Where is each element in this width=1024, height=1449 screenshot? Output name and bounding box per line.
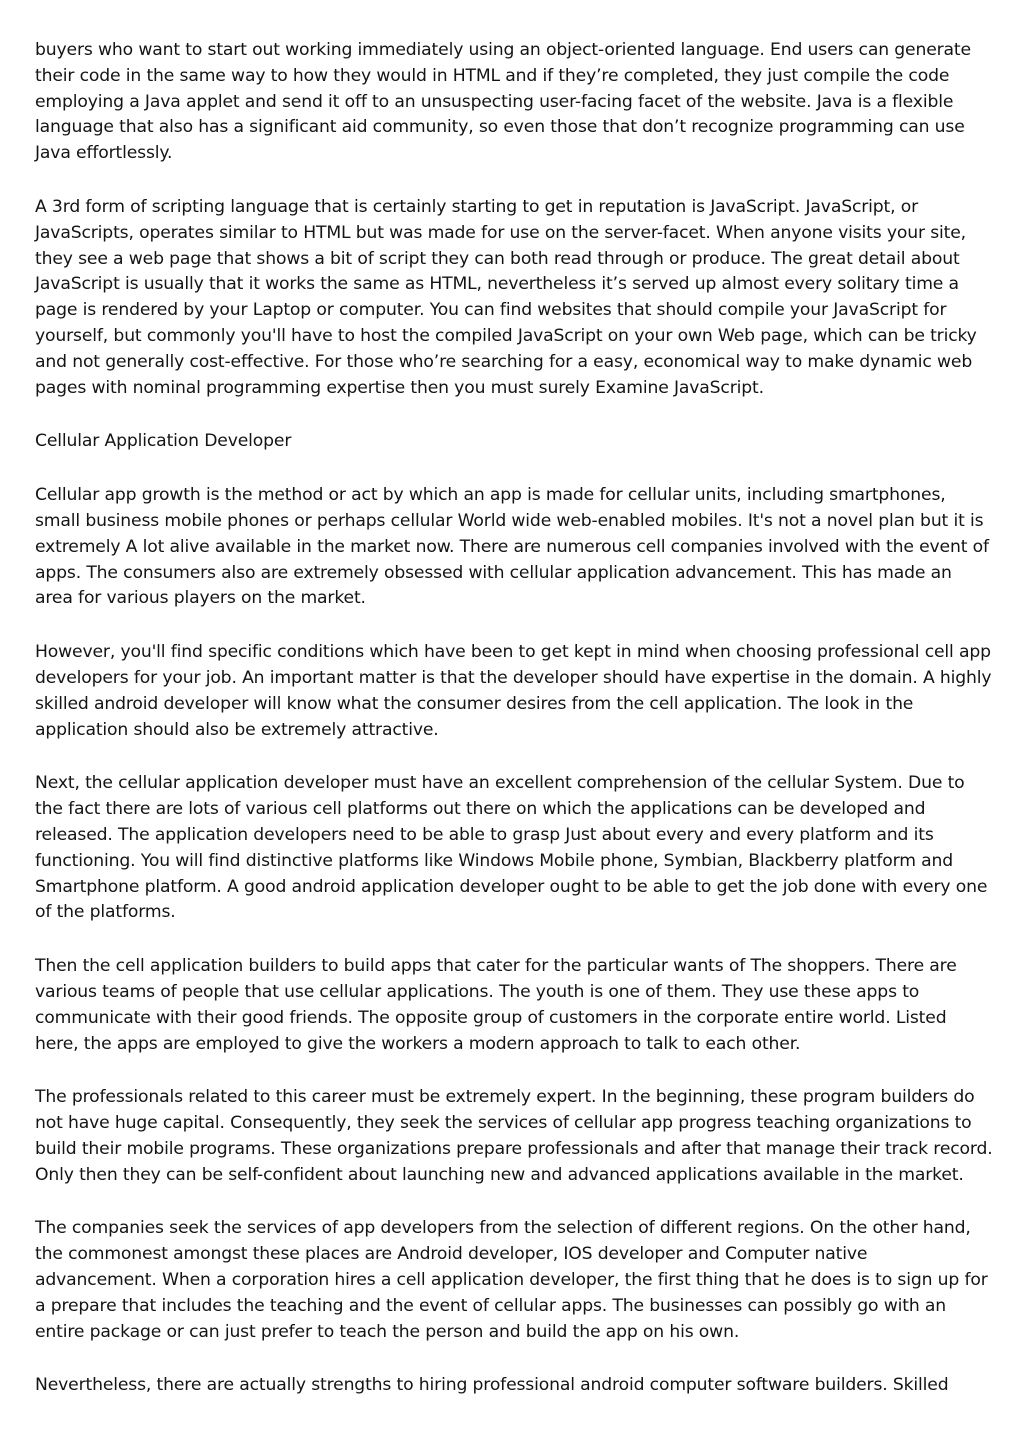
paragraph-choosing-developers: However, you'll find specific conditions which have been to get kept in mind when choosing professional cell app developers for your job. An important matter is that the developer should have expertise in the domain. A highly skilled android developer will know what the consumer desires from the cell application. The look in the application should also be extremely attractive.: [35, 642, 992, 740]
paragraph-java: buyers who want to start out working immediately using an object-oriented language. End users can generate their code in the same way to how they would in HTML and if they’re completed, they just compile the code employing a Java applet and send it off to an unsuspecting user-facing facet of the website. Java is a flexible language that also has a significant aid community, so even those that don’t recognize programming can use Java effortlessly.: [35, 40, 971, 164]
paragraph-companies: The companies seek the services of app developers from the selection of different regions. On the other hand, the commonest amongst these places are Android developer, IOS developer and Computer native advancement. When a corporation hires a cell application developer, the first thing that he does is to sign up for a prepare that includes the teaching and the event of cellular apps. The businesses can possibly go with an entire package or can just prefer to teach the person and build the app on his own.: [35, 1218, 988, 1342]
paragraph-professionals: The professionals related to this career must be extremely expert. In the beginning, these program builders do not have huge capital. Consequently, they seek the services of cellular app progress teaching organizations to build their mobile programs. These organizations prepare professionals and after that manage their track record. Only then they can be self-confident about launching new and advanced applications available in the market.: [35, 1087, 993, 1185]
document-body: [35, 38, 993, 1427]
paragraph-javascript: A 3rd form of scripting language that is certainly starting to get in reputation is JavaScript. JavaScript, or JavaScripts, operates similar to HTML but was made for use on the server-facet. When anyone visits your site, they see a web page that shows a bit of script they can both read through or produce. The great detail about JavaScript is usually that it works the same as HTML, nevertheless it’s served up almost every solitary time a page is rendered by your Laptop or computer. You can find websites that should compile your JavaScript for yourself, but commonly you'll have to host the compiled JavaScript on your own Web page, which can be tricky and not generally cost-effective. For those who’re searching for a easy, economical way to make dynamic web pages with nominal programming expertise then you must surely Examine JavaScript.: [35, 196, 977, 398]
paragraph-customer-groups: Then the cell application builders to build apps that cater for the particular wants of The shoppers. There are various teams of people that use cellular applications. The youth is one of them. They use these apps to communicate with their good friends. The opposite group of customers in the corporate entire world. Listed here, the apps are employed to give the workers a modern approach to talk to each other.: [35, 956, 957, 1054]
paragraph-platforms: Next, the cellular application developer must have an excellent comprehension of the cellular System. Due to the fact there are lots of various cell platforms out there on which the applications can be developed and released. The application developers need to be able to grasp Just about every and every platform and its functioning. You will find distinctive platforms like Windows Mobile phone, Symbian, Blackberry platform and Smartphone platform. A good android application developer ought to be able to get the job done with every one of the platforms.: [35, 773, 988, 923]
section-heading: Cellular Application Developer: [35, 431, 292, 452]
paragraph-cellular-app-growth: Cellular app growth is the method or act by which an app is made for cellular units, including smartphones, small business mobile phones or perhaps cellular World wide web-enabled mobiles. It's not a novel plan but it is extremely A lot alive available in the market now. There are numerous cell companies involved with the event of apps. The consumers also are extremely obsessed with cellular application advancement. This has made an area for various players on the market.: [35, 485, 989, 609]
paragraph-strengths: Nevertheless, there are actually strengths to hiring professional android computer software builders. Skilled: [35, 1375, 949, 1396]
